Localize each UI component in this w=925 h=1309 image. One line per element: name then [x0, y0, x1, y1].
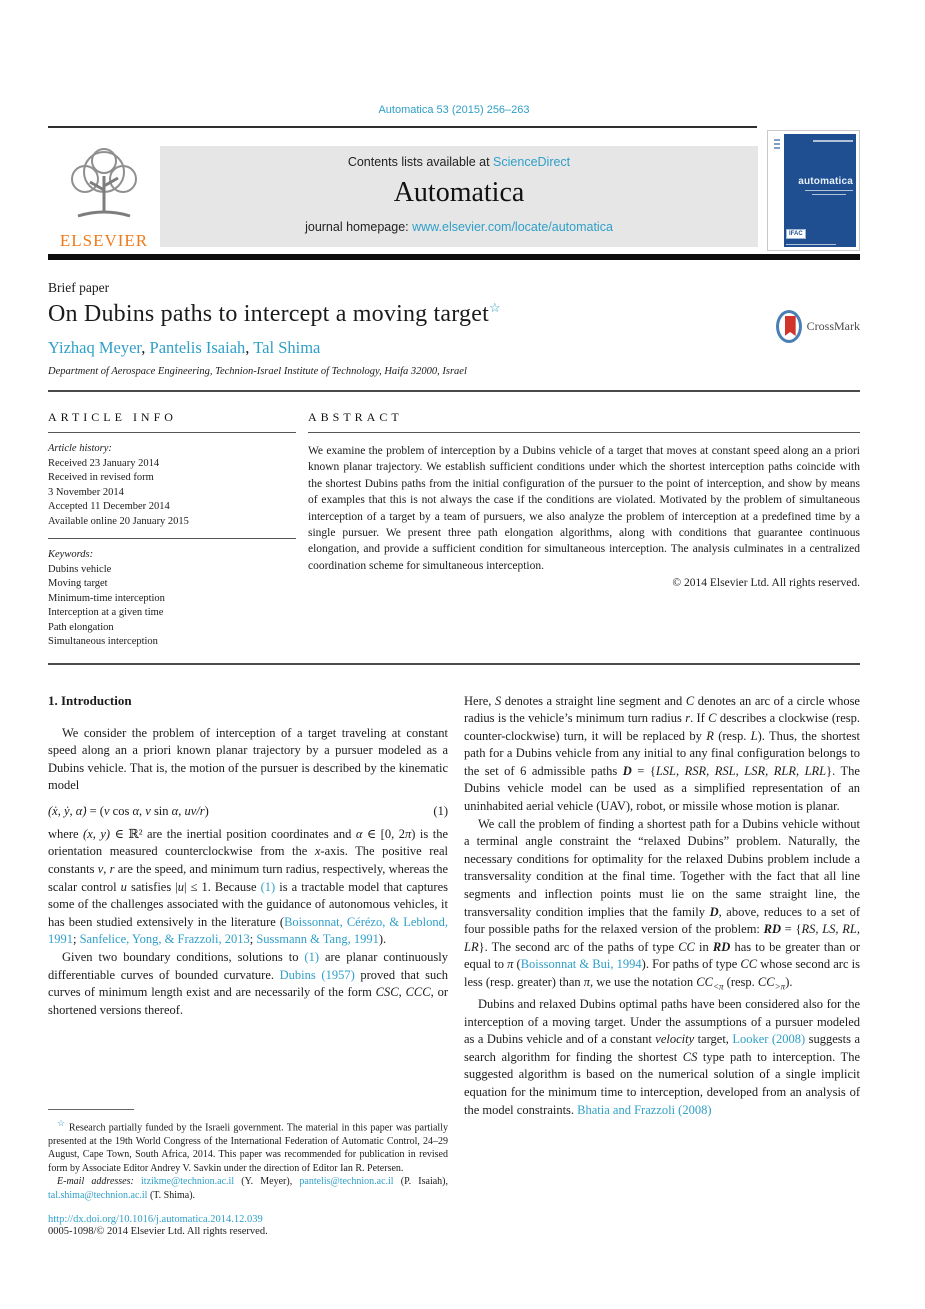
text-segment: ). [378, 932, 387, 947]
text-segment: ). For paths of type [641, 957, 741, 972]
ifac-logo: IFAC [786, 229, 806, 239]
text-segment: suggests a search algorithm for finding the shortest [464, 1032, 860, 1064]
article-title-text: On Dubins paths to intercept a moving target [48, 301, 489, 327]
inline-link[interactable]: ScienceDirect [493, 155, 571, 169]
intro-paragraph [48, 725, 448, 795]
article-history [48, 442, 296, 650]
inline-link[interactable]: itzikme@technion.ac.il [141, 1176, 235, 1188]
crossmark-icon [776, 310, 802, 343]
contents-line [160, 146, 758, 169]
text-segment: = ( [89, 803, 104, 818]
inline-link[interactable]: Yizhaq Meyer [48, 338, 142, 357]
text-segment: RD [712, 939, 731, 954]
journal-cover-thumbnail[interactable] [767, 130, 860, 251]
text-segment: ). [785, 975, 793, 989]
text-segment: target, [694, 1032, 733, 1047]
text-segment: (P. Isaiah), [393, 1176, 448, 1188]
text-segment: CC [696, 975, 713, 989]
keyword-item: Dubins vehicle [48, 563, 112, 575]
header-black-bar [48, 254, 860, 260]
text-segment: S [494, 693, 502, 708]
text-segment: Contents lists available at [347, 155, 494, 169]
text-segment: We consider the problem of interception of a target traveling at constant speed along an a priori known planar trajectory by a pursuer modeled as a Dubins vehicle. That is, the motion of the pursuer is described by the kinematic model [48, 725, 448, 793]
text-segment: ). Thus, the shortest path for a Dubins vehicle from any initial to any final configuration belongs to the set of 6 admissible paths [464, 728, 860, 778]
text-segment: , or shortened versions thereof. [48, 985, 448, 1017]
cover-front [784, 134, 856, 247]
text-segment: D [709, 904, 719, 919]
text-segment: , above, reduces to a set of four possible paths for the relaxed version of the problem: [464, 904, 860, 937]
intro-paragraph [48, 826, 448, 949]
text-segment: , [398, 985, 406, 1000]
doi-link[interactable]: http://dx.doi.org/10.1016/j.automatica.2014.12.039 [48, 1213, 263, 1225]
elsevier-logo[interactable] [48, 146, 160, 248]
text-segment: (ẋ, ẏ, α̇) [48, 803, 90, 818]
email-addresses [48, 1175, 448, 1202]
history-item: 3 November 2014 [48, 486, 124, 498]
crossmark-label: CrossMark [806, 319, 860, 333]
cover-journal-title: automatica [798, 176, 853, 187]
masthead [48, 130, 860, 252]
article-title [48, 300, 860, 328]
abstract-heading: ABSTRACT [308, 410, 403, 424]
text-segment: has to be greater than or equal to [464, 939, 860, 972]
text-segment: r [685, 711, 691, 726]
cover-subtitle-line [805, 190, 853, 191]
text-segment: , [103, 862, 110, 877]
text-segment: C [708, 711, 717, 726]
history-item: Received 23 January 2014 [48, 457, 160, 469]
crossmark-badge[interactable] [776, 310, 860, 343]
elsevier-wordmark: ELSEVIER [59, 231, 149, 250]
article-info-column [48, 392, 296, 650]
cover-spine-mark [774, 139, 780, 141]
cover-issue-line [813, 140, 853, 142]
intro-paragraph [464, 816, 860, 996]
text-segment: describes a clockwise (resp. counter-clockwise) turn, it will be replaced by [464, 711, 860, 743]
crossmark-red-shape [785, 316, 796, 336]
text-segment: , we use the notation [590, 975, 697, 989]
inline-link[interactable]: Boissonnat, Cérézo, & Leblond, 1991 [48, 914, 449, 947]
text-segment: uv/r [184, 803, 205, 818]
text-segment: | ≤ 1. Because [184, 879, 261, 894]
text-segment: (x, y) [83, 826, 111, 841]
text-segment: Research partially funded by the Israeli government. The material in this paper was partially presented at the 19th World Congress of the International Federation of Automatic Control, 24–29 August, Cape Town, South Africa, 2014. This paper was recommended for publication in revised form by Associate Editor Andrey V. Savkin under the direction of Editor Ian R. Petersen. [48, 1121, 448, 1174]
text-segment: cos [109, 803, 133, 818]
text-segment: α [355, 826, 363, 841]
text-segment: ) is the orientation measured counterclockwise from the [48, 826, 448, 859]
text-segment: are planar continuously differentiable curves of bounded curvature. [48, 950, 448, 982]
inline-link[interactable]: Looker (2008) [732, 1032, 806, 1047]
article-type-label: Brief paper [48, 280, 110, 295]
text-segment: CCC [405, 985, 431, 1000]
text-segment: CC [757, 975, 775, 989]
text-segment: x [314, 844, 321, 859]
inline-link[interactable]: (1) [304, 950, 319, 965]
cover-spine [771, 134, 784, 247]
inline-link[interactable]: Tal Shima [253, 338, 321, 357]
keyword-item: Simultaneous interception [48, 636, 158, 647]
text-segment: , [245, 338, 254, 357]
text-segment: u [120, 879, 127, 894]
history-label: Article history: [48, 443, 112, 454]
text-segment: CSC [375, 985, 399, 1000]
text-segment: <π [712, 981, 724, 992]
history-item: Received in revised form [48, 472, 154, 483]
text-segment: journal homepage: [305, 220, 413, 234]
text-segment: denotes an arc of a circle whose radius is the vehicle’s minimum turn radius [464, 693, 860, 726]
footnote-block [48, 1109, 448, 1237]
equation-body [48, 804, 209, 819]
text-segment: }. The Dubins vehicle model can be used as a simplified representation of an uninhabited aerial vehicle (UAV), robot, or missile whose motion is planar. [464, 763, 860, 814]
text-segment: Here, [464, 693, 495, 708]
title-row [48, 300, 860, 333]
intro-paragraph [464, 996, 860, 1119]
text-segment: u [177, 879, 185, 894]
heading-rule [48, 432, 296, 433]
text-segment: ☆ [57, 1117, 69, 1128]
inline-link[interactable]: Sussmann & Tang, 1991 [256, 932, 379, 947]
text-segment: . If [690, 711, 709, 726]
text-segment: ) [204, 803, 209, 818]
history-item: Accepted 11 December 2014 [48, 501, 170, 512]
text-segment: satisfies | [126, 879, 178, 894]
text-segment: ∈ ℝ² are the inertial position coordinates and [110, 826, 356, 841]
text-segment: sin [150, 803, 172, 818]
elsevier-tree-icon [58, 213, 150, 230]
text-segment: RS, LS, RL, LR [464, 922, 860, 954]
homepage-line [160, 220, 758, 234]
header-top-rule [48, 126, 757, 128]
text-segment: LSL, RSR, RSL, LSR, RLR, LRL [655, 763, 827, 778]
keyword-item: Moving target [48, 578, 108, 589]
heading-rule [308, 432, 860, 433]
intro-heading: 1. Introduction [48, 692, 132, 708]
text-segment: in [694, 939, 713, 954]
footnote-rule [48, 1109, 134, 1110]
issn-copyright-line: 0005-1098/© 2014 Elsevier Ltd. All rights reserved. [48, 1225, 268, 1237]
journal-citation-link[interactable]: Automatica 53 (2015) 256–263 [378, 104, 530, 116]
text-segment: ( [513, 957, 521, 972]
text-segment: Dubins and relaxed Dubins optimal paths have been considered also for the interception of a moving target. Under the assumptions of a pursuer modeled as a Dubins vehicle and of a constant [464, 997, 860, 1047]
left-column [48, 689, 448, 1237]
inline-link[interactable]: Dubins (1957) [279, 967, 355, 982]
cover-spine-mark [774, 147, 780, 149]
text-segment: (resp. [713, 728, 751, 743]
page-content [48, 0, 860, 1237]
intro-paragraph [464, 693, 860, 816]
text-segment: π [583, 975, 591, 989]
text-segment: velocity [655, 1032, 695, 1047]
text-segment: >π [774, 981, 786, 992]
text-segment: L [750, 728, 758, 743]
inline-link[interactable]: pantelis@technion.ac.il [299, 1176, 394, 1188]
text-segment: (Y. Meyer), [234, 1176, 300, 1188]
text-segment: Given two boundary conditions, solutions to [62, 950, 305, 965]
text-segment: C [685, 693, 695, 708]
equation-number: (1) [433, 803, 448, 818]
text-segment: v [145, 803, 151, 818]
history-item: Available online 20 January 2015 [48, 515, 189, 527]
text-segment: where [48, 826, 84, 841]
cover-subtitle-line [812, 194, 846, 195]
cover-footer-line [786, 244, 836, 245]
text-segment: (T. Shima). [147, 1189, 196, 1201]
text-segment: = { [631, 763, 656, 778]
text-segment: D [622, 763, 632, 778]
text-segment: ; [249, 932, 257, 947]
inline-link[interactable]: www.elsevier.com/locate/automatica [412, 220, 613, 234]
keyword-item: Path elongation [48, 621, 114, 633]
keyword-item: Interception at a given time [48, 607, 164, 618]
text-segment: α [132, 803, 139, 818]
text-segment: , [178, 803, 185, 818]
text-segment: R [706, 728, 714, 743]
text-segment: denotes a straight line segment and [501, 693, 686, 708]
text-segment: E-mail addresses: [57, 1176, 142, 1188]
title-footnote-star[interactable]: ☆ [488, 300, 501, 315]
text-segment: (resp. [723, 975, 758, 989]
right-column [464, 689, 860, 1237]
keywords-label: Keywords: [48, 549, 94, 560]
text-segment: }. The second arc of the paths of type [478, 939, 679, 954]
text-segment: = { [781, 922, 802, 937]
text-segment: π [507, 957, 514, 972]
inline-link[interactable]: Boissonnat & Bui, 1994 [520, 957, 642, 972]
text-segment: , [139, 803, 146, 818]
intro-paragraph [48, 949, 448, 1019]
keyword-item: Minimum-time interception [48, 592, 165, 604]
text-segment: is a tractable model that captures some of the challenges associated with the guidance of autonomous vehicles, it has been studied extensively in the literature ( [48, 879, 449, 929]
text-segment: CC [678, 939, 695, 954]
text-segment: type path to interception. The suggested algorithm is based on the numerical solution of a single implicit equation for the minimum time to interception, developed from an analysis of the model constraints. [464, 1049, 860, 1117]
text-segment: , [141, 338, 150, 357]
inline-link[interactable]: Pantelis Isaiah [149, 338, 246, 357]
journal-title: Automatica [393, 177, 525, 208]
body-columns [48, 689, 860, 1237]
text-segment: ∈ [0, 2 [362, 826, 405, 841]
inline-link[interactable]: Sanfelice, Yong, & Frazzoli, 2013 [79, 932, 250, 947]
author-list [48, 338, 860, 358]
masthead-banner [160, 146, 758, 247]
equation-1 [48, 804, 448, 819]
cover-spine-mark [774, 143, 780, 145]
text-segment: are the speed, and minimum turn radius, respectively, whereas the scalar control [48, 862, 448, 894]
text-segment: CS [682, 1049, 698, 1064]
inline-link[interactable]: (1) [260, 879, 276, 894]
text-segment: RD [763, 922, 781, 937]
text-segment: We call the problem of finding a shortest path for a Dubins vehicle without a terminal angle constraint the “relaxed Dubins” problem. Naturally, the necessary conditions for optimality for the relaxed Dubins problem include a transversality condition at the final time. Together with the fact that all line segments and inflection points must lie on the same straight line, the transversality condition implies that the family [464, 816, 860, 919]
abstract-text: We examine the problem of interception by a Dubins vehicle of a target that moves at constant speed along an a priori known planar trajectory. We establish sufficient conditions under which the shortest interception paths coincide with the shortest Dubins paths from the initial configuration of the pursuer to the point of interception, and show by means of examples that this is not always the case if the conditions are violated. Motivated by the problem of simultaneous interception of a target by a team of pursuers, we also analyze the problem of interception at a predefined time by a single pursuer. We present three path elongation algorithms, along with conditions that guarantee continuous elongation, and provide a sufficient condition for simultaneous interception. The analysis culminates in a centralized coordination scheme for simultaneous interception. [308, 445, 860, 572]
text-segment: v [97, 862, 104, 877]
text-segment: α [171, 803, 179, 818]
abstract-column [308, 392, 860, 650]
text-segment: r [109, 862, 115, 877]
section-rule [48, 663, 860, 665]
info-divider [48, 538, 296, 539]
inline-link[interactable]: tal.shima@technion.ac.il [48, 1189, 148, 1201]
inline-link[interactable]: Bhatia and Frazzoli (2008) [577, 1102, 712, 1117]
text-segment: v [103, 803, 110, 818]
abstract-copyright: © 2014 Elsevier Ltd. All rights reserved. [672, 577, 860, 590]
article-info-heading: ARTICLE INFO [48, 410, 177, 424]
text-segment: π [404, 826, 412, 841]
text-segment: whose second arc is less (resp. greater) than [464, 957, 860, 989]
text-segment: CC [740, 957, 758, 972]
affiliation: Department of Aerospace Engineering, Technion-Israel Institute of Technology, Haifa 32000, Israel [48, 366, 467, 377]
info-abstract-section [48, 392, 860, 650]
text-segment: -axis. The positive real constants [48, 844, 449, 877]
text-segment: proved that such curves of minimum length exist and are necessarily of the form [48, 967, 448, 1000]
funding-footnote [48, 1117, 448, 1176]
text-segment: ; [73, 932, 80, 947]
